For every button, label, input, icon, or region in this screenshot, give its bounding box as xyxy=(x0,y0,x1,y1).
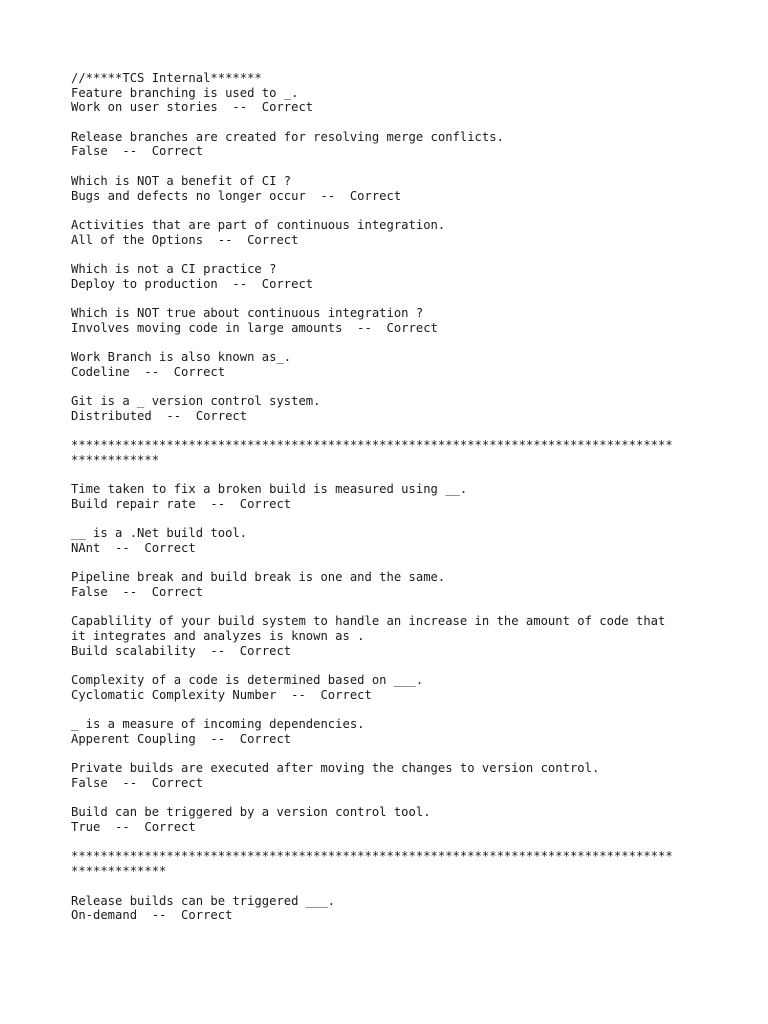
question-text: Which is NOT a benefit of CI ? xyxy=(71,173,292,188)
answer-text: Build scalability -- Correct xyxy=(71,643,292,658)
question-text: Feature branching is used to _. xyxy=(71,85,299,100)
question-text: __ is a .Net build tool. xyxy=(71,526,248,541)
question-text: Work Branch is also known as_. xyxy=(71,350,292,365)
question-text-continued: it integrates and analyzes is known as . xyxy=(71,629,365,644)
separator-line: ********************************************************************************** xyxy=(71,849,673,864)
question-text: Build can be triggered by a version control tool. xyxy=(71,805,431,820)
answer-text: Bugs and defects no longer occur -- Correct xyxy=(71,188,402,203)
answer-text: All of the Options -- Correct xyxy=(71,232,299,247)
answer-text: Cyclomatic Complexity Number -- Correct xyxy=(71,687,372,702)
answer-text: Distributed -- Correct xyxy=(71,408,248,423)
qa-block xyxy=(71,894,711,923)
question-text: _ is a measure of incoming dependencies. xyxy=(71,717,365,732)
qa-block xyxy=(71,570,711,599)
document-body xyxy=(71,71,711,938)
question-text: Release branches are created for resolving merge conflicts. xyxy=(71,129,504,144)
document-header: //*****TCS Internal******* xyxy=(71,71,262,85)
answer-text: Work on user stories -- Correct xyxy=(71,100,314,115)
qa-block xyxy=(71,394,711,423)
qa-block xyxy=(71,482,711,511)
separator xyxy=(71,849,711,878)
qa-block xyxy=(71,761,711,790)
qa-block xyxy=(71,717,711,746)
separator-line: ************ xyxy=(71,452,160,467)
qa-block xyxy=(71,805,711,834)
qa-block xyxy=(71,130,711,159)
answer-text: Involves moving code in large amounts -- Correct xyxy=(71,320,438,335)
answer-text: Apperent Coupling -- Correct xyxy=(71,731,292,746)
answer-text: False -- Correct xyxy=(71,144,204,159)
question-text: Complexity of a code is determined based on ___. xyxy=(71,673,424,688)
qa-block xyxy=(71,614,711,658)
answer-text: False -- Correct xyxy=(71,776,204,790)
qa-block xyxy=(71,350,711,379)
question-text: Private builds are executed after moving the changes to version control. xyxy=(71,761,600,776)
separator xyxy=(71,438,711,467)
question-text: Capablility of your build system to handle an increase in the amount of code that xyxy=(71,614,666,629)
answer-text: On-demand -- Correct xyxy=(71,908,233,923)
question-text: Activities that are part of continuous integration. xyxy=(71,217,446,232)
question-text: Release builds can be triggered ___. xyxy=(71,893,336,908)
answer-text: Build repair rate -- Correct xyxy=(71,496,292,511)
question-text: Pipeline break and build break is one and the same. xyxy=(71,570,446,585)
answer-text: NAnt -- Correct xyxy=(71,541,196,555)
qa-block xyxy=(71,306,711,335)
answer-text: Codeline -- Correct xyxy=(71,364,226,379)
qa-block xyxy=(71,673,711,702)
qa-block xyxy=(71,262,711,291)
answer-text: False -- Correct xyxy=(71,585,204,600)
answer-text: Deploy to production -- Correct xyxy=(71,276,314,291)
separator-line: ************* xyxy=(71,864,167,879)
answer-text: True -- Correct xyxy=(71,820,196,835)
separator-line: ********************************************************************************** xyxy=(71,438,673,453)
qa-block xyxy=(71,174,711,203)
question-text: Which is not a CI practice ? xyxy=(71,261,277,276)
qa-block xyxy=(71,71,711,115)
qa-block xyxy=(71,526,711,555)
question-text: Git is a _ version control system. xyxy=(71,394,321,409)
question-text: Time taken to fix a broken build is measured using __. xyxy=(71,482,468,497)
question-text: Which is NOT true about continuous integration ? xyxy=(71,306,424,320)
qa-block xyxy=(71,218,711,247)
